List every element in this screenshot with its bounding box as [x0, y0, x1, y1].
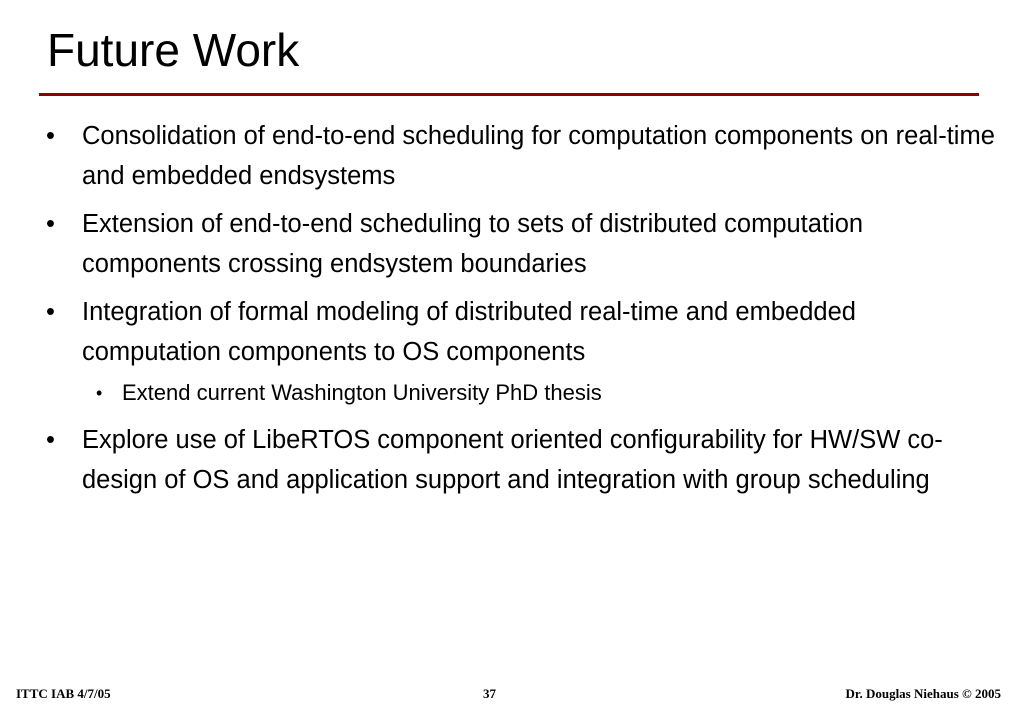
- sub-bullet-item: [46, 378, 996, 408]
- bullet-text: Consolidation of end-to-end scheduling for computation components on real-time and embedded endsystems: [82, 122, 995, 190]
- bullet-item: [46, 204, 996, 284]
- bullet-marker: •: [46, 298, 55, 326]
- bullet-list: [46, 116, 996, 508]
- footer-page-number: 37: [483, 686, 496, 701]
- slide-title: Future Work: [47, 24, 300, 76]
- sub-bullet-marker: •: [96, 383, 103, 403]
- bullet-item: [46, 420, 996, 500]
- bullet-marker: •: [46, 210, 55, 238]
- bullet-text: Explore use of LibeRTOS component oriented configurability for HW/SW co-design of OS and application support and integration with group scheduling: [82, 426, 943, 494]
- footer-event-date: ITTC IAB 4/7/05: [16, 686, 111, 701]
- bullet-text: Extension of end-to-end scheduling to sets of distributed computation components crossing endsystem boundaries: [82, 210, 864, 278]
- bullet-text: Integration of formal modeling of distributed real-time and embedded computation components to OS components: [82, 298, 856, 366]
- bullet-marker: •: [46, 426, 55, 454]
- bullet-item: [46, 116, 996, 196]
- footer-copyright: Dr. Douglas Niehaus © 2005: [845, 686, 1001, 701]
- bullet-marker: •: [46, 122, 55, 150]
- title-divider: [39, 93, 979, 96]
- sub-bullet-text: Extend current Washington University PhD thesis: [122, 380, 602, 405]
- bullet-item: [46, 292, 996, 372]
